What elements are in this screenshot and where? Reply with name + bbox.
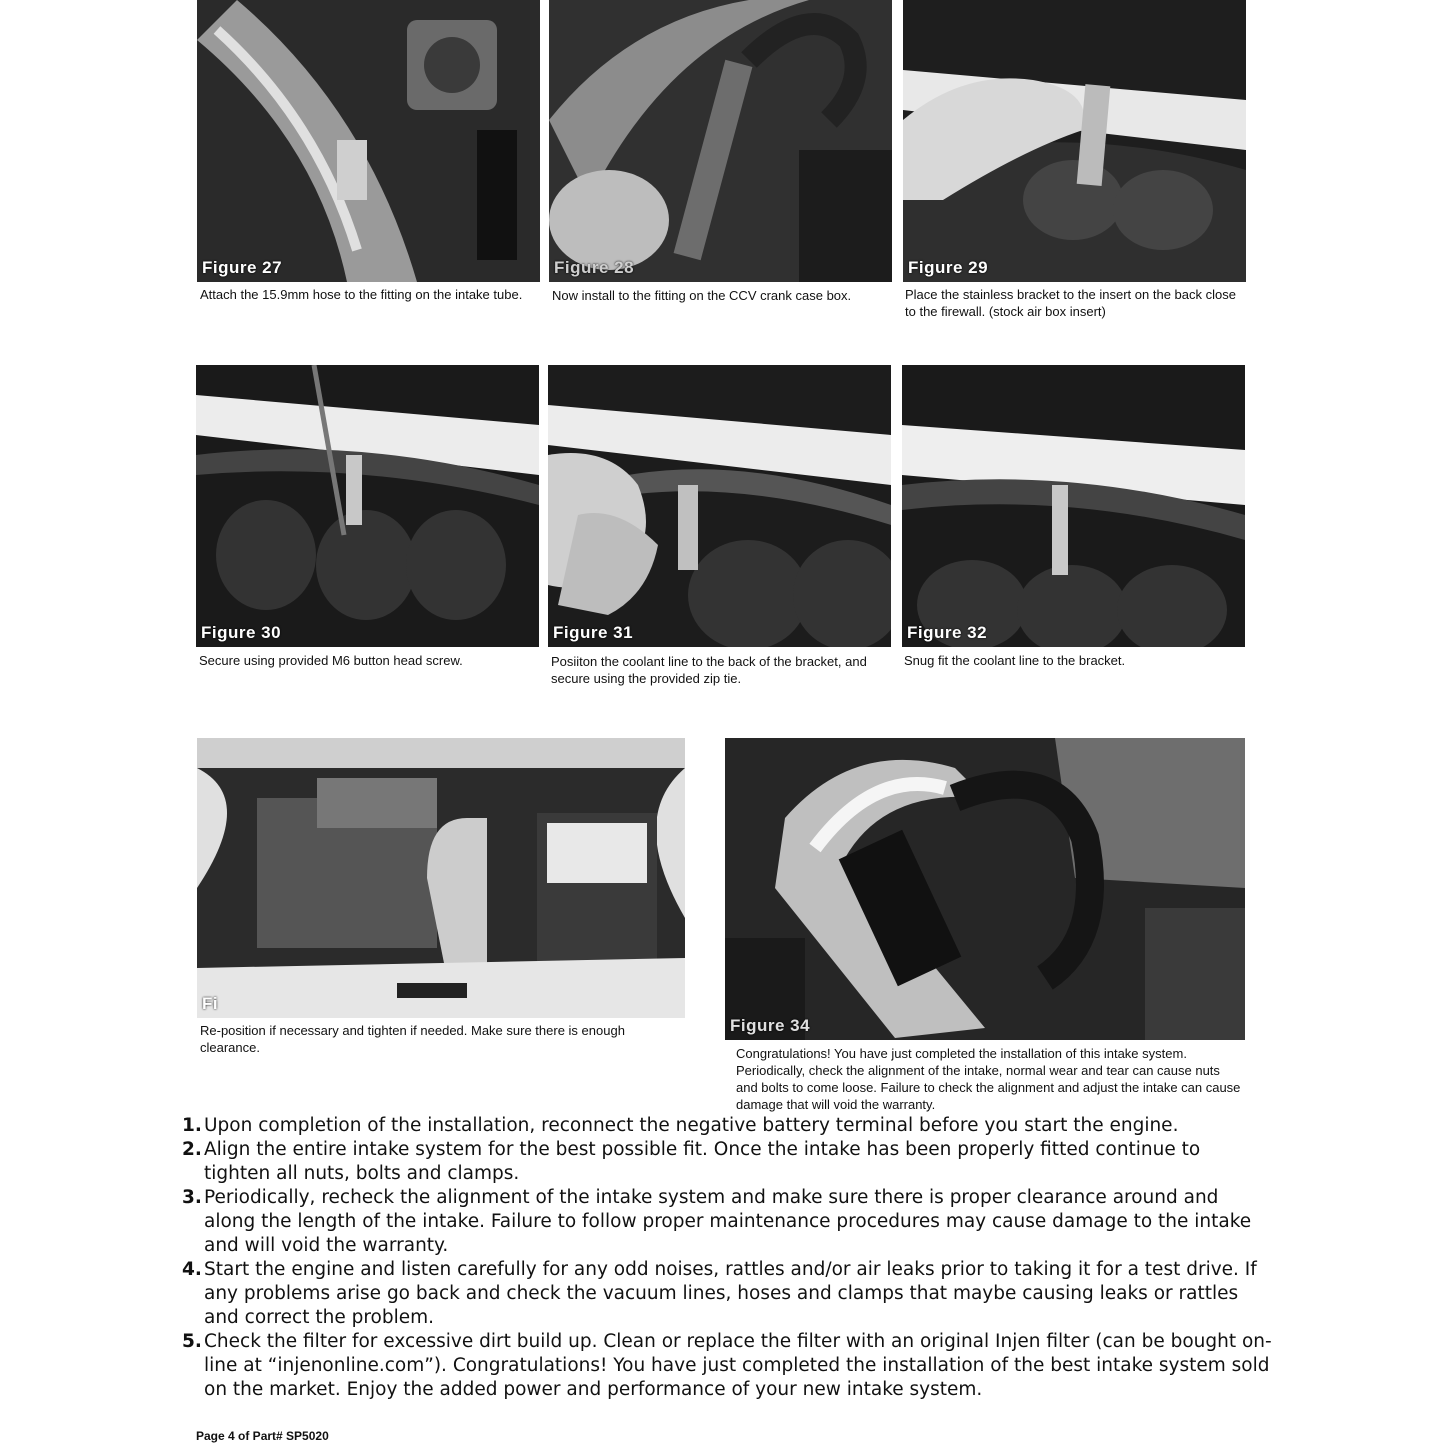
figure-caption: Place the stainless bracket to the insert on the back close to the firewall. (stock air box insert)	[905, 287, 1236, 319]
engine-photo-image	[196, 365, 539, 647]
list-item: 3. Periodically, recheck the alignment of the intake system and make sure there is proper clearance around and along the length of the intake. Failure to follow proper maintenance procedures may cause damage to the intake and will void the warranty.	[182, 1187, 1252, 1256]
instruction-steps	[182, 1114, 1272, 1402]
figure-label: Figure 32	[907, 623, 988, 642]
list-item: 4. Start the engine and listen carefully for any odd noises, rattles and/or air leaks prior to taking it for a test drive. If any problems arise go back and check the vacuum lines, hoses and clamps that maybe causing leaks or rattles and correct the problem.	[182, 1259, 1257, 1328]
figure-29-photo	[903, 0, 1246, 282]
figure-caption: Attach the 15.9mm hose to the fitting on the intake tube.	[200, 287, 523, 302]
figure-label: Figure 30	[201, 623, 282, 642]
engine-photo-image	[903, 0, 1246, 282]
figure-caption: Re-position if necessary and tighten if needed. Make sure there is enough clearance.	[200, 1023, 625, 1055]
engine-photo-image	[548, 365, 891, 647]
engine-photo-image	[902, 365, 1245, 647]
figure-label: Figure 34	[730, 1016, 811, 1035]
engine-photo-image	[197, 0, 540, 282]
page-footer: Page 4 of Part# SP5020	[196, 1429, 329, 1443]
figure-34-photo	[725, 738, 1245, 1040]
figure-28-photo	[549, 0, 892, 282]
figure-caption: Now install to the fitting on the CCV crank case box.	[552, 288, 852, 303]
list-item: 1. Upon completion of the installation, reconnect the negative battery terminal before you start the engine.	[182, 1115, 1179, 1136]
list-item: 5. Check the filter for excessive dirt build up. Clean or replace the filter with an original Injen filter (can be bought on-line at “injenonline.com”). Congratulations! You have just completed the installation of the best intake system sold on the market. Enjoy the added power and performance of your new intake system.	[182, 1331, 1272, 1400]
figure-caption: Snug fit the coolant line to the bracket.	[904, 653, 1126, 668]
figure-label: Figure 29	[908, 258, 989, 277]
figure-31-photo	[548, 365, 891, 647]
figure-caption: Congratulations! You have just completed the installation of this intake system. Periodically, check the alignment of the intake, normal wear and tear can cause nuts and bolts to come loose. Failure to check the alignment and adjust the intake can cause damage that will void the warranty.	[736, 1046, 1241, 1112]
figure-caption: Posiiton the coolant line to the back of the bracket, and secure using the provided zip tie.	[551, 654, 867, 686]
figure-label: Figure 28	[554, 258, 635, 277]
figure-caption: Secure using provided M6 button head screw.	[199, 653, 463, 668]
engine-photo-image	[725, 738, 1245, 1040]
figure-32-photo	[902, 365, 1245, 647]
engine-photo-image	[197, 738, 685, 1018]
figure-label: Figure 27	[202, 258, 283, 277]
figure-label: Fi	[202, 994, 219, 1013]
engine-photo-image	[549, 0, 892, 282]
list-item: 2. Align the entire intake system for the best possible fit. Once the intake has been properly fitted continue to tighten all nuts, bolts and clamps.	[182, 1139, 1201, 1184]
figure-30-photo	[196, 365, 539, 647]
figure-label: Figure 31	[553, 623, 634, 642]
figure-33-photo	[197, 738, 685, 1018]
figure-27-photo	[197, 0, 540, 282]
